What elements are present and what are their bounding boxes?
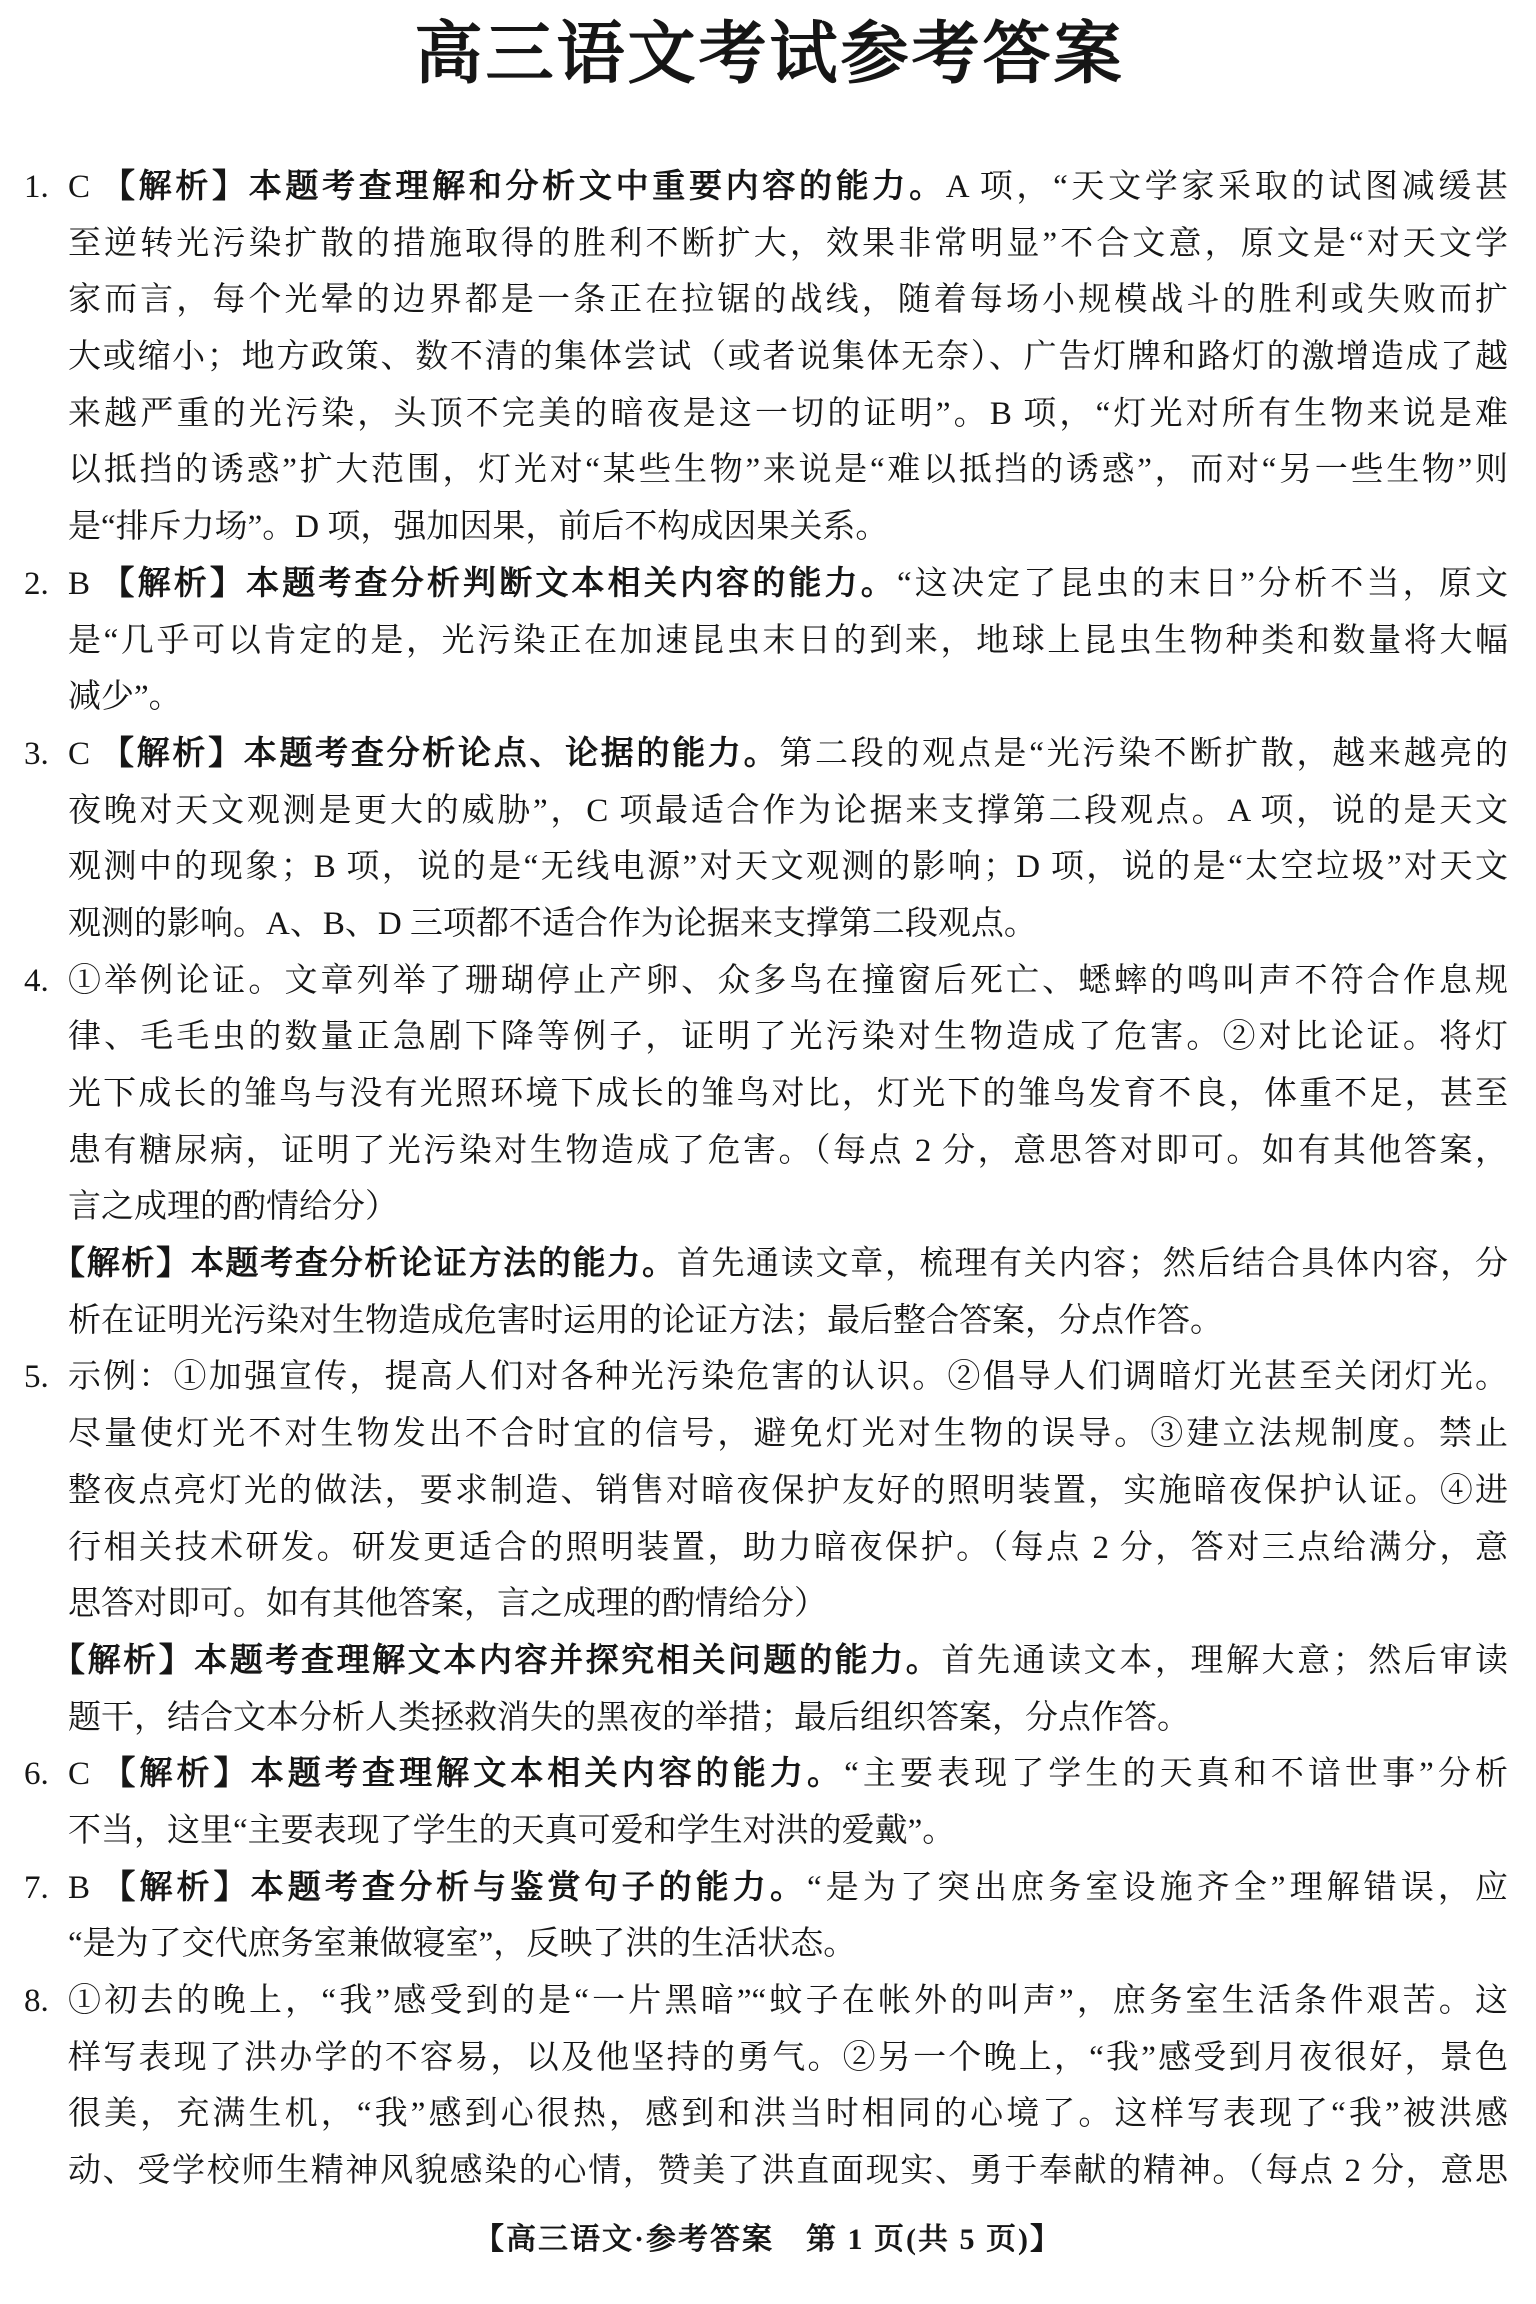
text-line: 大或缩小；地方政策、数不清的集体尝试（或者说集体无奈）、广告灯牌和路灯的激增造成了越: [68, 339, 1508, 376]
text-line: ①举例论证。文章列举了珊瑚停止产卵、众多鸟在撞窗后死亡、蟋蟀的鸣叫声不符合作息规: [68, 962, 1508, 999]
analysis-heading: 【解析】本题考查理解和分析文中重要内容的能力。: [101, 169, 946, 205]
item-number: 4.: [24, 962, 49, 999]
analysis-heading: 【解析】本题考查理解文本内容并探究相关问题的能力。: [52, 1642, 942, 1679]
text-line: 观测的影响。A、B、D 三项都不适合作为论据来支撑第二段观点。: [68, 905, 1037, 942]
answer-list: [0, 159, 1536, 2200]
text-line: [52, 1633, 1508, 1690]
text-run: 第二段的观点是“光污染不断扩散，越来越亮的: [779, 735, 1508, 772]
answer-paragraph: [68, 1860, 1508, 1973]
text-line: 析在证明光污染对生物造成危害时运用的论证方法；最后整合答案，分点作答。: [68, 1302, 1223, 1339]
text-line: 行相关技术研发。研发更适合的照明装置，助力暗夜保护。（每点 2 分，答对三点给满分，意: [68, 1529, 1508, 1566]
answer-paragraph: [68, 1746, 1508, 1859]
text-line: “是为了交代庶务室兼做寝室”，反映了洪的生活状态。: [68, 1926, 857, 1963]
item-number: 3.: [24, 735, 49, 772]
text-run: C: [68, 169, 102, 205]
answer-item: [0, 556, 1536, 726]
text-line: 题干，结合文本分析人类拯救消失的黑夜的举措；最后组织答案，分点作答。: [68, 1699, 1190, 1736]
text-line: 言之成理的酌情给分）: [68, 1189, 398, 1226]
analysis-heading: 【解析】本题考查分析论证方法的能力。: [52, 1246, 677, 1283]
text-run: B: [68, 565, 102, 602]
page-footer: 【高三语文·参考答案 第 1 页(共 5 页)】: [474, 2223, 1062, 2256]
text-line: [68, 726, 1508, 783]
answer-item: [0, 159, 1536, 556]
answer-item: [0, 726, 1536, 953]
analysis-paragraph: [52, 1236, 1509, 1349]
text-run: “主要表现了学生的天真和不谙世事”分析: [844, 1756, 1509, 1793]
item-number: 5.: [24, 1359, 49, 1396]
answer-paragraph: [68, 726, 1508, 953]
text-line: [52, 1236, 1508, 1293]
text-line: 动、受学校师生精神风貌感染的心情，赞美了洪直面现实、勇于奉献的精神。（每点 2 分，意思: [68, 2153, 1509, 2190]
item-number: 2.: [24, 565, 49, 602]
text-line: 尽量使灯光不对生物发出不合时宜的信号，避免灯光对生物的误导。③建立法规制度。禁止: [68, 1416, 1508, 1453]
analysis-heading: 【解析】本题考查分析与鉴赏句子的能力。: [102, 1869, 808, 1906]
text-line: 来越严重的光污染，头顶不完美的暗夜是这一切的证明”。B 项，“灯光对所有生物来说是难: [68, 395, 1508, 432]
text-line: 思答对即可。如有其他答案，言之成理的酌情给分）: [68, 1586, 827, 1623]
text-line: 律、毛毛虫的数量正急剧下降等例子，证明了光污染对生物造成了危害。②对比论证。将灯: [68, 1019, 1508, 1056]
text-line: [68, 556, 1508, 613]
text-run: “是为了突出庶务室设施齐全”理解错误，应: [807, 1869, 1509, 1906]
text-run: 首先通读文本，理解大意；然后审读: [941, 1642, 1509, 1679]
answer-item: [0, 1860, 1536, 1973]
analysis-heading: 【解析】本题考查分析论点、论据的能力。: [100, 735, 780, 772]
text-line: 家而言，每个光晕的边界都是一条正在拉锯的战线，随着每场小规模战斗的胜利或失败而扩: [68, 282, 1508, 319]
text-line: 示例：①加强宣传，提高人们对各种光污染危害的认识。②倡导人们调暗灯光甚至关闭灯光。: [68, 1359, 1508, 1396]
text-line: 夜晚对天文观测是更大的威胁”，C 项最适合作为论据来支撑第二段观点。A 项，说的是天文: [68, 792, 1508, 829]
text-line: [68, 159, 1508, 216]
text-line: 观测中的现象；B 项，说的是“无线电源”对天文观测的影响；D 项，说的是“太空垃圾”对天文: [68, 849, 1508, 886]
text-run: C: [68, 1756, 103, 1793]
analysis-heading: 【解析】本题考查理解文本相关内容的能力。: [102, 1756, 845, 1793]
text-line: [68, 1860, 1508, 1917]
item-number: 1.: [24, 169, 49, 205]
item-number: 7.: [24, 1869, 49, 1906]
analysis-paragraph: [52, 1633, 1509, 1746]
answer-item: [0, 1973, 1536, 2200]
text-run: B: [68, 1869, 103, 1906]
page-title: 高三语文考试参考答案: [414, 16, 1125, 92]
text-line: 很美，充满生机，“我”感到心很热，感到和洪当时相同的心境了。这样写表现了“我”被洪感: [68, 2096, 1508, 2133]
text-line: 是“排斥力场”。D 项，强加因果，前后不构成因果关系。: [68, 509, 889, 546]
text-run: C: [68, 735, 101, 772]
text-line: [68, 1746, 1508, 1803]
text-run: A 项，“天文学家采取的试图减缓甚: [945, 169, 1508, 205]
item-number: 8.: [24, 1983, 49, 2019]
text-run: 首先通读文章，梳理有关内容；然后结合具体内容，分: [676, 1246, 1509, 1283]
text-line: 整夜点亮灯光的做法，要求制造、销售对暗夜保护友好的照明装置，实施暗夜保护认证。④进: [68, 1472, 1508, 1509]
text-line: 患有糖尿病，证明了光污染对生物造成了危害。（每点 2 分，意思答对即可。如有其他答案，: [68, 1132, 1508, 1169]
answer-paragraph: [68, 1973, 1508, 2200]
text-line: 光下成长的雏鸟与没有光照环境下成长的雏鸟对比，灯光下的雏鸟发育不良，体重不足，甚至: [68, 1076, 1508, 1112]
answer-paragraph: [68, 159, 1508, 556]
text-line: 是“几乎可以肯定的是，光污染正在加速昆虫末日的到来，地球上昆虫生物种类和数量将大幅: [68, 622, 1508, 659]
answer-paragraph: [68, 556, 1508, 726]
answer-item: [0, 1349, 1536, 1746]
answer-paragraph: [68, 1349, 1508, 1632]
answer-item: [0, 1746, 1536, 1859]
text-line: 减少”。: [68, 679, 182, 716]
text-run: “这决定了昆虫的末日”分析不当，原文: [896, 565, 1508, 602]
answer-item: [0, 953, 1536, 1350]
analysis-heading: 【解析】本题考查分析判断文本相关内容的能力。: [101, 565, 897, 602]
answer-paragraph: [68, 953, 1508, 1236]
text-line: ①初去的晚上，“我”感受到的是“一片黑暗”“蚊子在帐外的叫声”，庶务室生活条件艰苦。这: [68, 1983, 1508, 2019]
text-line: 至逆转光污染扩散的措施取得的胜利不断扩大，效果非常明显”不合文意，原文是“对天文学: [68, 225, 1508, 262]
item-number: 6.: [24, 1756, 49, 1793]
text-line: 样写表现了洪办学的不容易，以及他坚持的勇气。②另一个晚上，“我”感受到月夜很好，景色: [68, 2039, 1508, 2076]
text-line: 不当，这里“主要表现了学生的天真可爱和学生对洪的爱戴”。: [68, 1812, 956, 1849]
text-line: 以抵挡的诱惑”扩大范围，灯光对“某些生物”来说是“难以抵挡的诱惑”，而对“另一些生物”则: [68, 452, 1508, 489]
